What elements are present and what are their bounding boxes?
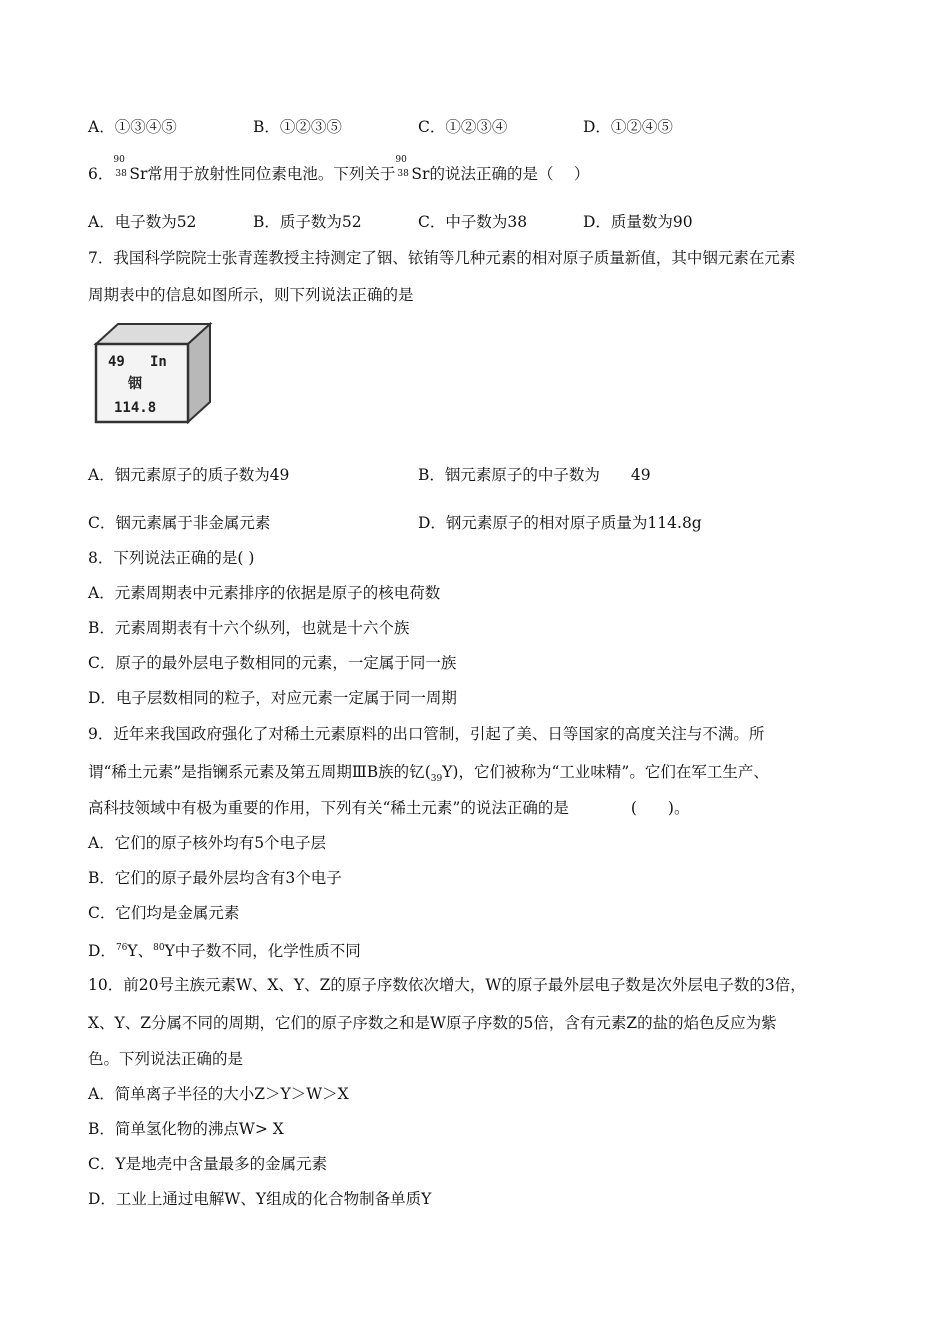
q9-stem-line2 bbox=[88, 762, 769, 789]
q10-option-d: D．工业上通过电解W、Y组成的化合物制备单质Y bbox=[88, 1190, 432, 1208]
q5-option-c: C．①②③④ bbox=[418, 118, 508, 136]
q8-option-a: A．元素周期表中元素排序的依据是原子的核电荷数 bbox=[88, 584, 441, 602]
q9-option-b: B．它们的原子最外层均含有3个电子 bbox=[88, 869, 342, 887]
q8-option-b: B．元素周期表有十六个纵列，也就是十六个族 bbox=[88, 619, 410, 637]
q10-stem-line3: 色。下列说法正确的是 bbox=[88, 1050, 244, 1068]
q6-option-d: D．质量数为90 bbox=[583, 213, 693, 231]
q7-stem-line2: 周期表中的信息如图所示，则下列说法正确的是 bbox=[88, 286, 414, 304]
q8-stem: 8．下列说法正确的是( ) bbox=[88, 549, 255, 567]
q6-number: 6． bbox=[88, 165, 114, 183]
q6-option-c: C．中子数为38 bbox=[418, 213, 528, 231]
q6-text-2: 的说法正确的是（ ） bbox=[429, 165, 590, 183]
q7-option-b: B．铟元素原子的中子数为 49 bbox=[418, 466, 651, 484]
q6-isotope-2 bbox=[395, 155, 411, 184]
atomic-number: 38 bbox=[115, 169, 127, 179]
mass-number: 90 bbox=[395, 155, 407, 165]
q9-text: Y、 bbox=[127, 942, 154, 961]
element-symbol: Sr bbox=[411, 165, 430, 183]
q9-option-a: A．它们的原子核外均有5个电子层 bbox=[88, 834, 327, 852]
q9-text: Y中子数不同，化学性质不同 bbox=[164, 942, 361, 961]
q10-stem-line1: 10．前20号主族元素W、X、Y、Z的原子序数依次增大，W的原子最外层电子数是次外层电子数的3倍， bbox=[88, 976, 806, 994]
q10-option-c: C．Y是地壳中含量最多的金属元素 bbox=[88, 1155, 328, 1173]
q7-option-d: D．钢元素原子的相对原子质量为114.8g bbox=[418, 514, 702, 532]
q5-option-d: D．①②④⑤ bbox=[583, 118, 673, 136]
q9-text: 谓“稀土元素”是指镧系元素及第五周期ⅢB族的钇( bbox=[88, 763, 431, 781]
q6-stem bbox=[88, 155, 590, 184]
mass-number: 76 bbox=[115, 943, 128, 953]
q6-isotope-1 bbox=[113, 155, 129, 184]
q6-text-1: 常用于放射性同位素电池。下列关于 bbox=[147, 165, 396, 183]
option-letter: D． bbox=[88, 942, 116, 961]
q7-option-c: C．铟元素属于非金属元素 bbox=[88, 514, 271, 532]
q7-option-a: A．铟元素原子的质子数为49 bbox=[88, 466, 290, 484]
q9-stem-line3: 高科技领域中有极为重要的作用，下列有关“稀土元素”的说法正确的是 ( )。 bbox=[88, 799, 690, 817]
element-symbol: In bbox=[150, 354, 167, 370]
q9-option-c: C．它们均是金属元素 bbox=[88, 904, 240, 922]
q7-stem-line1: 7．我国科学院院士张青莲教授主持测定了铟、铱铕等几种元素的相对原子质量新值，其中铟元素在元素 bbox=[88, 249, 796, 267]
mass-number: 90 bbox=[113, 155, 125, 165]
atomic-number-subscript: 39 bbox=[430, 774, 443, 785]
q9-option-d bbox=[88, 938, 361, 961]
q6-option-b: B．质子数为52 bbox=[253, 213, 362, 231]
q8-option-d: D．电子层数相同的粒子，对应元素一定属于同一周期 bbox=[88, 689, 457, 707]
q5-option-a: A．①③④⑤ bbox=[88, 118, 177, 136]
q8-option-c: C．原子的最外层电子数相同的元素，一定属于同一族 bbox=[88, 654, 457, 672]
q6-option-a: A．电子数为52 bbox=[88, 213, 197, 231]
atomic-number: 38 bbox=[397, 169, 409, 179]
q9-text: Y)，它们被称为“工业味精”。它们在军工生产、 bbox=[442, 763, 769, 781]
mass-number: 80 bbox=[153, 943, 165, 953]
element-symbol: Sr bbox=[129, 165, 148, 183]
atomic-number: 49 bbox=[108, 354, 125, 370]
element-tile-figure bbox=[92, 322, 214, 424]
q10-option-a: A．简单离子半径的大小Z＞Y＞W＞X bbox=[88, 1085, 349, 1103]
element-name: 铟 bbox=[128, 376, 142, 392]
q5-option-b: B．①②③⑤ bbox=[253, 118, 342, 136]
q9-stem-line1: 9．近年来我国政府强化了对稀土元素原料的出口管制，引起了美、日等国家的高度关注与不满。所 bbox=[88, 725, 765, 743]
q10-option-b: B．简单氢化物的沸点W> X bbox=[88, 1120, 284, 1138]
atomic-mass: 114.8 bbox=[114, 400, 157, 416]
q10-stem-line2: X、Y、Z分属不同的周期，它们的原子序数之和是W原子序数的5倍，含有元素Z的盐的焰色反应为紫 bbox=[88, 1014, 777, 1032]
